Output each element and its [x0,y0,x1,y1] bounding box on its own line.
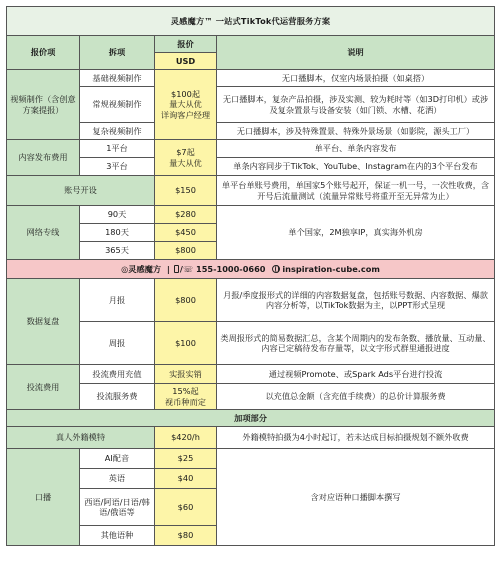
price-account: $150 [155,176,217,206]
sub-item: 英语 [80,469,155,489]
price: 15%起 视币种而定 [155,384,217,410]
price: $100 [155,322,217,365]
price: $800 [155,242,217,260]
sub-item: 常规视频制作 [80,87,155,123]
sub-item: 其他语种 [80,526,155,546]
price: $800 [155,279,217,322]
group-review: 数据复盘 [7,279,80,365]
group-voice: 口播 [7,449,80,546]
group-account: 账号开设 [7,176,155,206]
description: 含对应语种口播脚本撰写 [217,449,495,546]
sub-item: 月报 [80,279,155,322]
sub-item: 投流服务费 [80,384,155,410]
group-video: 视频制作（含创意方案提报） [7,70,80,140]
sub-item: 3平台 [80,158,155,176]
description: 无口播脚本，仅室内场景拍摄（如桌搭） [217,70,495,87]
group-network: 网络专线 [7,206,80,260]
header-description: 说明 [217,36,495,70]
sub-item: 90天 [80,206,155,224]
header-quote-item: 报价项 [7,36,80,70]
price: $25 [155,449,217,469]
price: $420/h [155,427,217,449]
description: 外籍模特拍摄为4小时起订，若未达成目标拍摄规划不额外收费 [217,427,495,449]
page-title: 灵感魔方™ 一站式TikTok代运营服务方案 [7,7,495,36]
description: 无口播脚本，涉及特殊置景、特殊外景场景（如影院，源头工厂） [217,123,495,140]
pricing-sheet [6,6,494,563]
phone-number: 155-1000-0660 [196,263,266,274]
sub-item: 复杂视频制作 [80,123,155,140]
description: 通过视频Promote、或Spark Ads平台进行投流 [217,365,495,384]
price-video: $100起 量大从优 详询客户经理 [155,70,217,140]
price: 实报实销 [155,365,217,384]
price: $40 [155,469,217,489]
sub-item: 投流费用充值 [80,365,155,384]
sub-item: 365天 [80,242,155,260]
wechat-icon: ☏ [182,263,194,274]
sub-item: AI配音 [80,449,155,469]
price: $60 [155,489,217,526]
price-publish: $7起 量大从优 [155,140,217,176]
price: $450 [155,224,217,242]
price: $280 [155,206,217,224]
group-publish: 内容发布费用 [7,140,80,176]
description: 类周报形式的简易数据汇总，含某个周期内的发布条数、播放量、互动量、内容已定稿待发布存量等，以文字形式群里通报进度 [217,322,495,365]
price: $80 [155,526,217,546]
header-sub-item: 拆项 [80,36,155,70]
description: 以充值总金额（含充值手续费）的总价计算服务费 [217,384,495,410]
header-currency: USD [155,53,217,70]
sub-item: 1平台 [80,140,155,158]
globe-icon [272,265,280,273]
sub-item: 180天 [80,224,155,242]
sub-item: 西语/阿语/日语/韩语/俄语等 [80,489,155,526]
phone-icon [174,265,179,273]
brand-label: ◎灵感魔方 [121,263,162,274]
sub-item: 周报 [80,322,155,365]
description: 单个国家，2M独享IP，真实海外机房 [217,206,495,260]
contact-banner: ◎灵感魔方 | /☏ 155-1000-0660 inspiration-cube.com [7,260,495,279]
sub-item: 基础视频制作 [80,70,155,87]
group-model: 真人外籍模特 [7,427,155,449]
description: 月报/季度报形式的详细的内容数据复盘，包括账号数据、内容数据、爆款内容分析等，以TikTok数据为主，以PPT形式呈现 [217,279,495,322]
description: 单平台、单条内容发布 [217,140,495,158]
description: 无口播脚本，复杂产品拍摄，涉及实测、较为耗时等（如3D打印机）或涉及复杂置景与设备安装（如门锁、水槽、花洒） [217,87,495,123]
website: inspiration-cube.com [282,263,380,274]
description: 单条内容同步于TikTok、YouTube、Instagram在内的3个平台发布 [217,158,495,176]
pricing-table [6,6,495,546]
header-price: 报价 [155,36,217,53]
description: 单平台单账号费用，单国家5个账号起开，保证一机一号，一次性收费，含开号后流量测试（流量异常账号将重开至无异常为止） [217,176,495,206]
group-ads: 投流费用 [7,365,80,410]
addon-heading: 加项部分 [7,410,495,427]
